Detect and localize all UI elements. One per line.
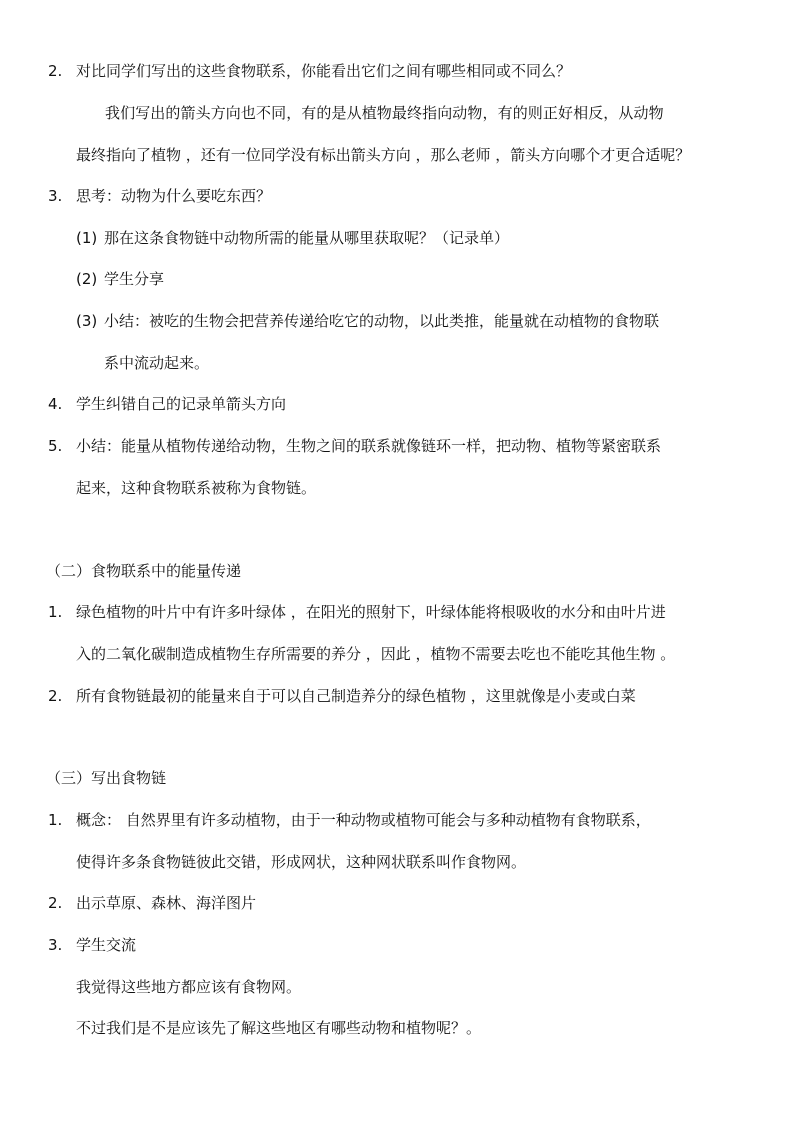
paragraph-line: 我们写出的箭头方向也不同，有的是从植物最终指向动物，有的则正好相反，从动物	[105, 104, 664, 122]
sub-item-text: 那在这条食物链中动物所需的能量从哪里获取呢？（记录单）	[104, 229, 510, 247]
list-item-text: 学生纠错自己的记录单箭头方向	[76, 395, 287, 413]
sub-item-number: (1)	[76, 229, 98, 247]
paragraph-line: 最终指向了植物 ，还有一位同学没有标出箭头方向 ，那么老师 ，箭头方向哪个才更合适呢？	[76, 146, 691, 164]
paragraph-line: 不过我们是不是应该先了解这些地区有哪些动物和植物呢？。	[76, 1019, 482, 1037]
list-item-text: 对比同学们写出的这些食物联系，你能看出它们之间有哪些相同或不同么？	[76, 62, 572, 80]
item-number: 3.	[48, 187, 63, 205]
list-item-text: 绿色植物的叶片中有许多叶绿体 ，在阳光的照射下，叶绿体能将根吸收的水分和由叶片进	[76, 603, 666, 621]
section-heading: （三）写出食物链	[46, 769, 167, 787]
list-item-text: 起来，这种食物联系被称为食物链。	[76, 479, 317, 497]
sub-item-number: (2)	[76, 270, 98, 288]
sub-item-text: 系中流动起来。	[104, 354, 210, 372]
item-number: 2.	[48, 894, 63, 912]
sub-item-number: (3)	[76, 312, 98, 330]
list-item-text: 所有食物链最初的能量来自于可以自己制造养分的绿色植物 ，这里就像是小麦或白菜	[76, 687, 636, 705]
item-number: 5.	[48, 437, 63, 455]
list-item-text: 思考：动物为什么要吃东西？	[76, 187, 272, 205]
item-number: 1.	[48, 603, 63, 621]
item-number: 2.	[48, 687, 63, 705]
list-item-text: 使得许多条食物链彼此交错，形成网状，这种网状联系叫作食物网。	[76, 853, 527, 871]
sub-item-text: 小结：被吃的生物会把营养传递给吃它的动物，以此类推，能量就在动植物的食物联	[104, 312, 660, 330]
item-number: 2.	[48, 62, 63, 80]
list-item-text: 出示草原、森林、海洋图片	[76, 894, 257, 912]
item-number: 3.	[48, 936, 63, 954]
list-item-text: 小结：能量从植物传递给动物，生物之间的联系就像链环一样，把动物、植物等紧密联系	[76, 437, 662, 455]
list-item-text: 入的二氧化碳制造成植物生存所需要的养分 ，因此 ，植物不需要去吃也不能吃其他生物 。	[76, 645, 676, 663]
item-number: 4.	[48, 395, 63, 413]
item-number: 1.	[48, 811, 63, 829]
section-heading: （二）食物联系中的能量传递	[46, 562, 242, 580]
sub-item-text: 学生分享	[104, 270, 165, 288]
list-item-text: 学生交流	[76, 936, 137, 954]
list-item-text: 概念： 自然界里有许多动植物，由于一种动物或植物可能会与多种动植物有食物联系，	[76, 811, 651, 829]
paragraph-line: 我觉得这些地方都应该有食物网。	[76, 978, 302, 996]
